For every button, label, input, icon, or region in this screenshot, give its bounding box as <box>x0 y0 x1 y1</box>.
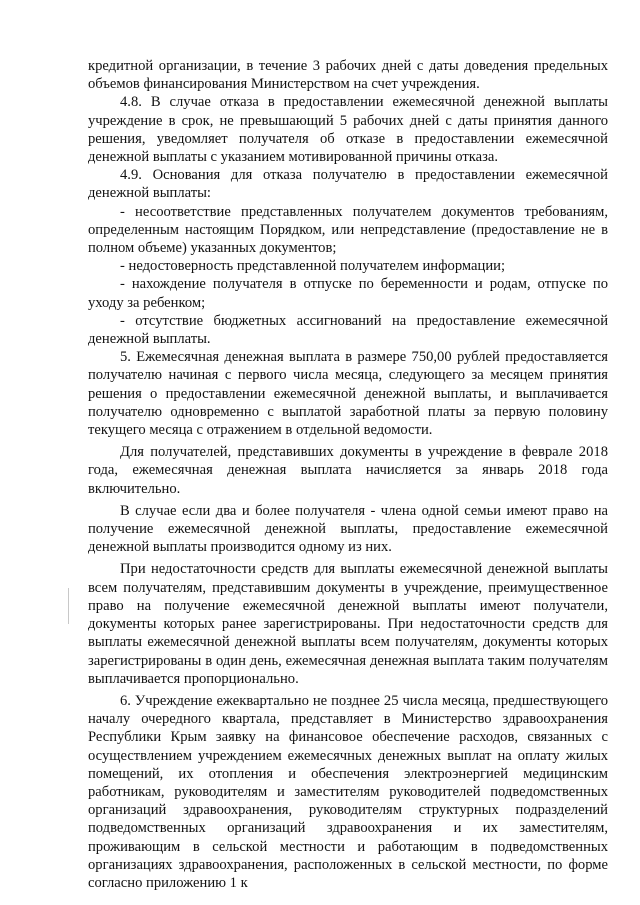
list-item-unreliable-info: - недостоверность представленной получателем информации; <box>120 258 505 275</box>
paragraph-4-8: 4.8. В случае отказа в предоставлении ежемесячной денежной выплаты учреждение в срок, не превышающий 5 рабочих дней с даты принятия данного решения, уведомляет получателя об отказе в предоставлении ежемесячной денежной выплаты с указанием мотивированной причины отказа. <box>88 94 608 166</box>
paragraph-insufficient-funds: При недостаточности средств для выплаты ежемесячной денежной выплаты всем получателям, представившим документы в учреждение, преимущественное право на получение ежемесячной денежной выплаты имеют получатели, документы которых ранее зарегистрированы. При недостаточности средств для выплаты ежемесячной денежной выплаты всем получателям, документы которых зарегистрированы в один день, ежемесячная денежная выплата таким получателям выплачивается пропорционально. <box>88 561 608 687</box>
paragraph-february-2018: Для получателей, представивших документы в учреждение в феврале 2018 года, ежемесячная денежная выплата начисляется за январь 2018 года включительно. <box>88 444 608 497</box>
paragraph-4-9: 4.9. Основания для отказа получателю в предоставлении ежемесячной денежной выплаты: <box>88 167 608 202</box>
document-body <box>88 57 608 892</box>
paragraph-6: 6. Учреждение ежеквартально не позднее 25 числа месяца, предшествующего началу очередного квартала, представляет в Министерство здравоохранения Республики Крым заявку на финансовое обеспечение расходов, связанных с осуществлением учреждением ежемесячных денежных выплат на оплату жилых помещений, их отопления и обеспечения электроэнергией медицинским работникам, руководителям и заместителям руководителей подведомственных организаций здравоохранения, руководителям структурных подразделений подведомственных организаций здравоохранения и их заместителям, проживающим в сельской местности и работающим в подведомственных организациях здравоохранения, расположенных в сельской местности, по форме согласно приложению 1 к <box>88 692 608 891</box>
margin-mark <box>68 588 69 624</box>
paragraph-family-members: В случае если два и более получателя - члена одной семьи имеют право на получение ежемесячной денежной выплаты, предоставление ежемесячной денежной выплаты производится одному из них. <box>88 502 608 556</box>
paragraph-5: 5. Ежемесячная денежная выплата в размере 750,00 рублей предоставляется получателю начиная с первого числа месяца, следующего за месяцем принятия решения о предоставлении ежемесячной денежной выплаты, и выплачивается получателю одновременно с выплатой заработной платы за первую половину текущего месяца с отражением в отдельной ведомости. <box>88 349 608 439</box>
list-item-nonconformity: - несоответствие представленных получателем документов требованиям, определенным настоящим Порядком, или непредставление (предоставление не в полном объеме) указанных документов; <box>88 203 608 257</box>
paragraph-continuation: кредитной организации, в течение 3 рабочих дней с даты доведения предельных объемов финансирования Министерством на счет учреждения. <box>88 58 608 93</box>
list-item-maternity-leave: - нахождение получателя в отпуске по беременности и родам, отпуске по уходу за ребенком; <box>88 276 608 311</box>
list-item-no-budget: - отсутствие бюджетных ассигнований на предоставление ежемесячной денежной выплаты. <box>88 312 608 348</box>
